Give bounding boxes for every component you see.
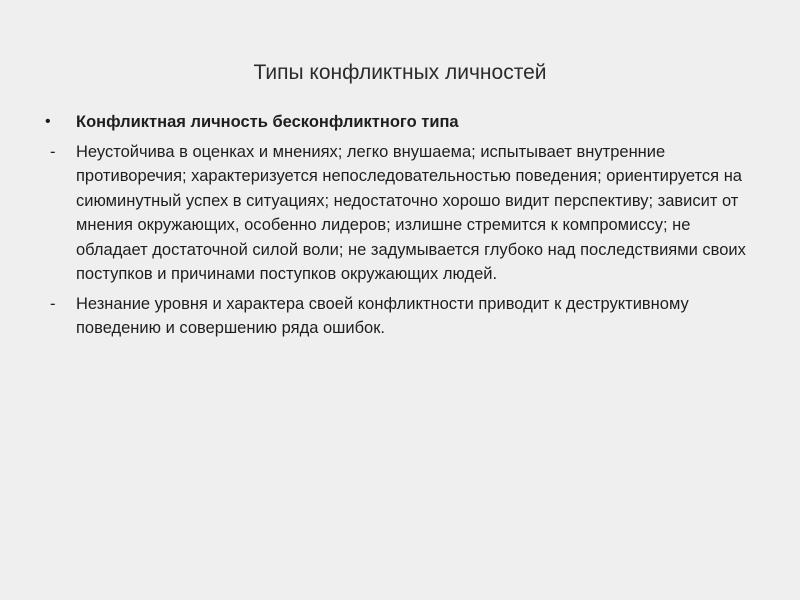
dash-item-conclusion — [42, 292, 762, 341]
bullet-item-heading — [42, 110, 762, 135]
bullet-marker: • — [45, 113, 51, 130]
dash-marker: - — [50, 142, 56, 161]
dash-marker: - — [50, 294, 56, 313]
dash-text-description: Неустойчива в оценках и мнениях; легко внушаема; испытывает внутренние противоречия; характеризуется непоследовательностью поведения; ориентируется на сиюминутный успех в ситуациях; недостаточно хорошо видит перспективу; зависит от мнения окружающих, особенно лидеров; излишне стремится к компромиссу; не обладает достаточной силой воли; не задумывается глубоко над последствиями своих поступков и причинами поступков окружающих людей. — [76, 142, 746, 283]
dash-item-description — [42, 140, 762, 287]
dash-text-conclusion: Незнание уровня и характера своей конфликтности приводит к деструктивному поведению и совершению ряда ошибок. — [76, 294, 689, 337]
bullet-text-heading: Конфликтная личность бесконфликтного типа — [76, 113, 459, 131]
slide-title: Типы конфликтных личностей — [253, 61, 547, 84]
slide-content — [42, 110, 762, 346]
